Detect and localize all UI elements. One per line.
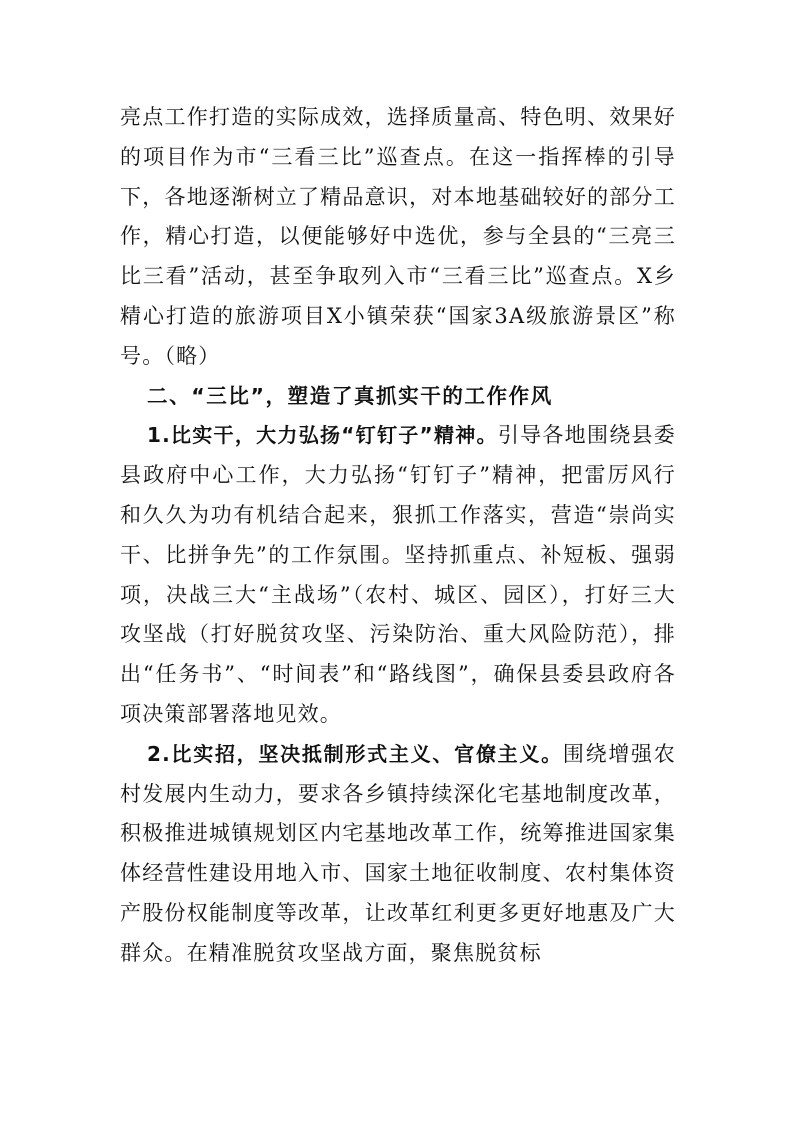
item-2-lead: 2.比实招，坚决抵制形式主义、官僚主义。	[147, 741, 563, 766]
list-item-2	[120, 735, 676, 974]
section-heading: 二、“三比”，塑造了真抓实干的工作作风	[147, 383, 553, 408]
item-2-body: 围绕增强农村发展内生动力，要求各乡镇持续深化宅基地制度改革，积极推进城镇规划区内宅基地改革工作，统筹推进国家集体经营性建设用地入市、国家土地征收制度、农村集体资产股份权能制度等改革，让改革红利更多更好地惠及广大群众。在精准脱贫攻坚战方面，聚焦脱贫标	[120, 741, 676, 965]
document-body	[120, 98, 676, 974]
paragraph-continued: 亮点工作打造的实际成效，选择质量高、特色明、效果好的项目作为市“三看三比”巡查点。在这一指挥棒的引导下，各地逐渐树立了精品意识，对本地基础较好的部分工作，精心打造，以便能够好中选优，参与全县的“三亮三比三看”活动，甚至争取列入市“三看三比”巡查点。X乡精心打造的旅游项目X小镇荣获“国家3A级旅游景区”称号。（略）	[120, 105, 676, 368]
item-1-lead: 1.比实干，大力弘扬“钉钉子”精神。	[147, 423, 498, 448]
item-1-body: 引导各地围绕县委县政府中心工作，大力弘扬“钉钉子”精神，把雷厉风行和久久为功有机结合起来，狠抓工作落实，营造“崇尚实干、比拼争先”的工作氛围。坚持抓重点、补短板、强弱项，决战三大“主战场”（农村、城区、园区），打好三大攻坚战（打好脱贫攻坚、污染防治、重大风险防范），排出“任务书”、“时间表”和“路线图”，确保县委县政府各项决策部署落地见效。	[120, 423, 676, 726]
list-item-1	[120, 416, 676, 734]
